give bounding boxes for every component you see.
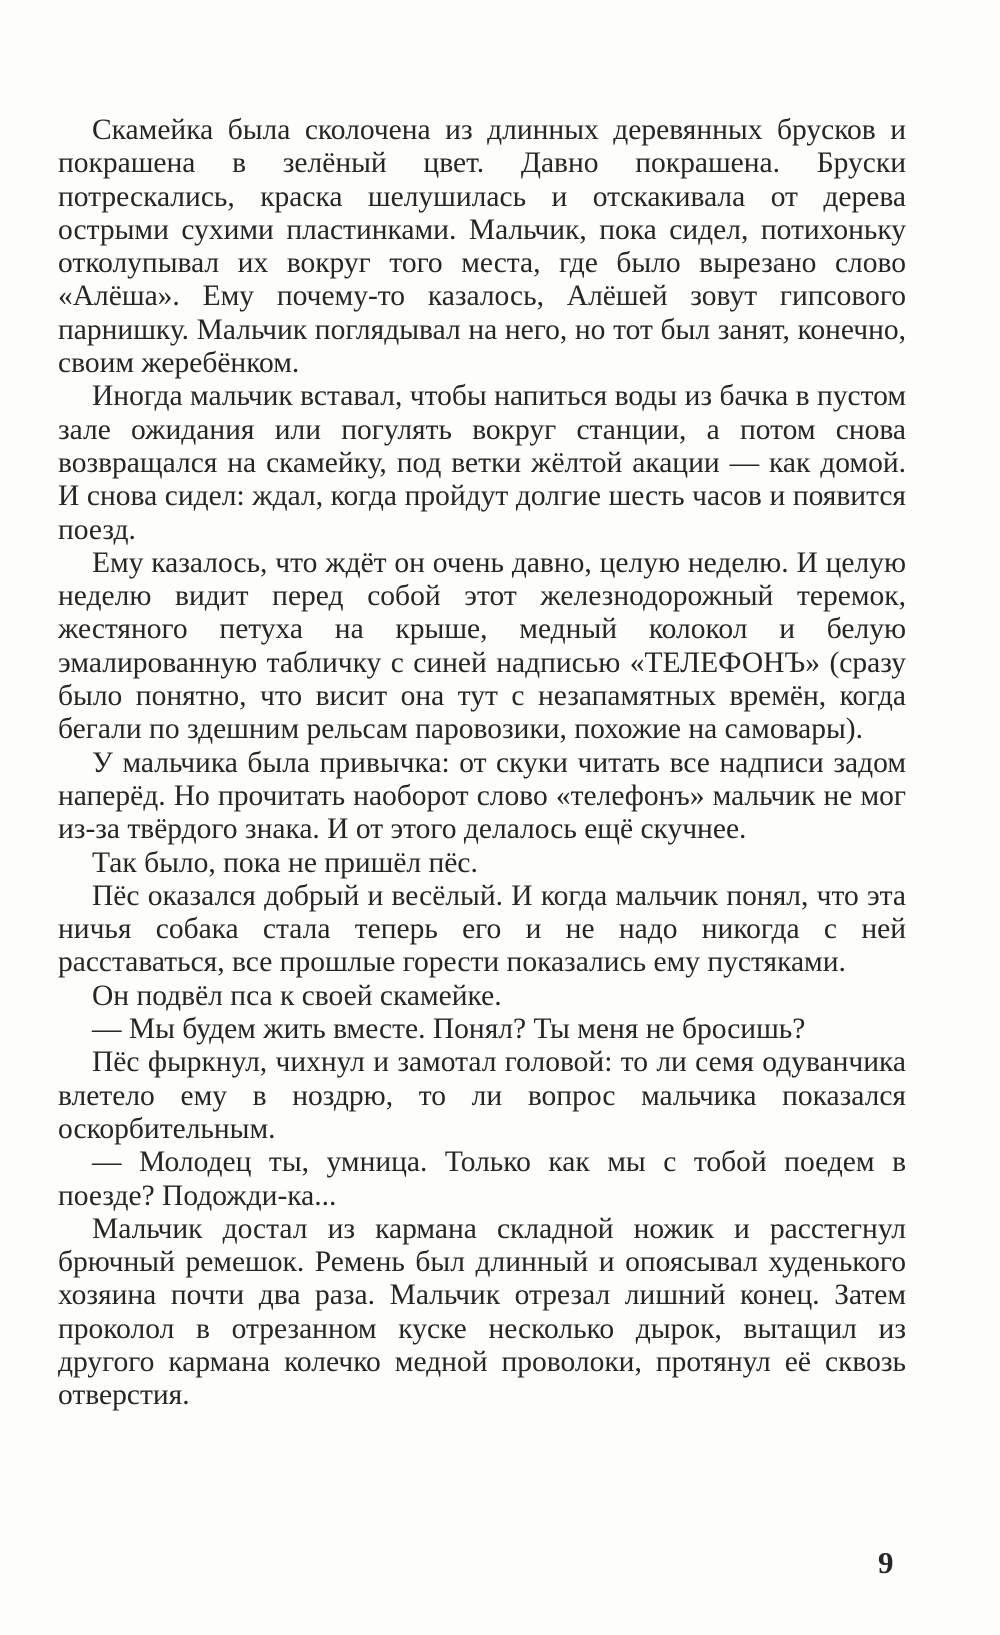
page-number: 9	[878, 1545, 894, 1580]
paragraph: — Мы будем жить вместе. Понял? Ты меня не бросишь?	[92, 1013, 806, 1046]
paragraph: Пёс фыркнул, чихнул и замотал головой: то ли семя одуванчика влетело ему в ноздрю, то ли вопрос мальчика показался оскорбительным.	[58, 1046, 906, 1145]
paragraph: — Молодец ты, умница. Только как мы с тобой поедем в поезде? Подожди-ка...	[58, 1146, 906, 1212]
paragraph: Мальчик достал из кармана складной ножик и расстегнул брючный ремешок. Ремень был длинный и опоясывал худенького хозяина почти два раза. Мальчик отрезал лишний конец. Затем проколол в отрезанном куске несколько дырок, вытащил из другого кармана колечко медной проволоки, протянул её сквозь отверстия.	[58, 1212, 906, 1412]
paragraph: Ему казалось, что ждёт он очень давно, целую неделю. И целую неделю видит перед собой этот железнодорожный теремок, жестяного петуха на крыше, медный колокол и белую эмалированную табличку с синей надписью «ТЕЛЕФОНЪ» (сразу было понятно, что висит она тут с незапамятных времён, когда бегали по здешним рельсам паровозики, похожие на самовары).	[58, 546, 906, 746]
paragraph: Скамейка была сколочена из длинных деревянных брусков и покрашена в зелёный цвет. Давно покрашена. Бруски потрескались, краска шелушилась и отскакивала от дерева острыми сухими пластинками. Мальчик, пока сидел, потихоньку отколупывал их вокруг того места, где было вырезано слово «Алёша». Ему почему-то казалось, Алёшей зовут гипсового парнишку. Мальчик поглядывал на него, но тот был занят, конечно, своим жеребёнком.	[58, 114, 906, 380]
paragraph: Пёс оказался добрый и весёлый. И когда мальчик понял, что эта ничья собака стала теперь его и не надо никогда с ней расставаться, все прошлые горести показались ему пустяками.	[58, 879, 906, 979]
paragraph: Иногда мальчик вставал, чтобы напиться воды из бачка в пустом зале ожидания или погулять вокруг станции, а потом снова возвращался на скамейку, под ветки жёлтой акации — как домой. И снова сидел: ждал, когда пройдут долгие шесть часов и появится поезд.	[58, 380, 906, 546]
paragraph: У мальчика была привычка: от скуки читать все надписи задом наперёд. Но прочитать наоборот слово «телефонъ» мальчик не мог из-за твёрдого знака. И от этого делалось ещё скучнее.	[58, 746, 906, 846]
paragraph: Так было, пока не пришёл пёс.	[92, 846, 478, 879]
body-text	[58, 114, 906, 1413]
paragraph: Он подвёл пса к своей скамейке.	[92, 979, 502, 1012]
